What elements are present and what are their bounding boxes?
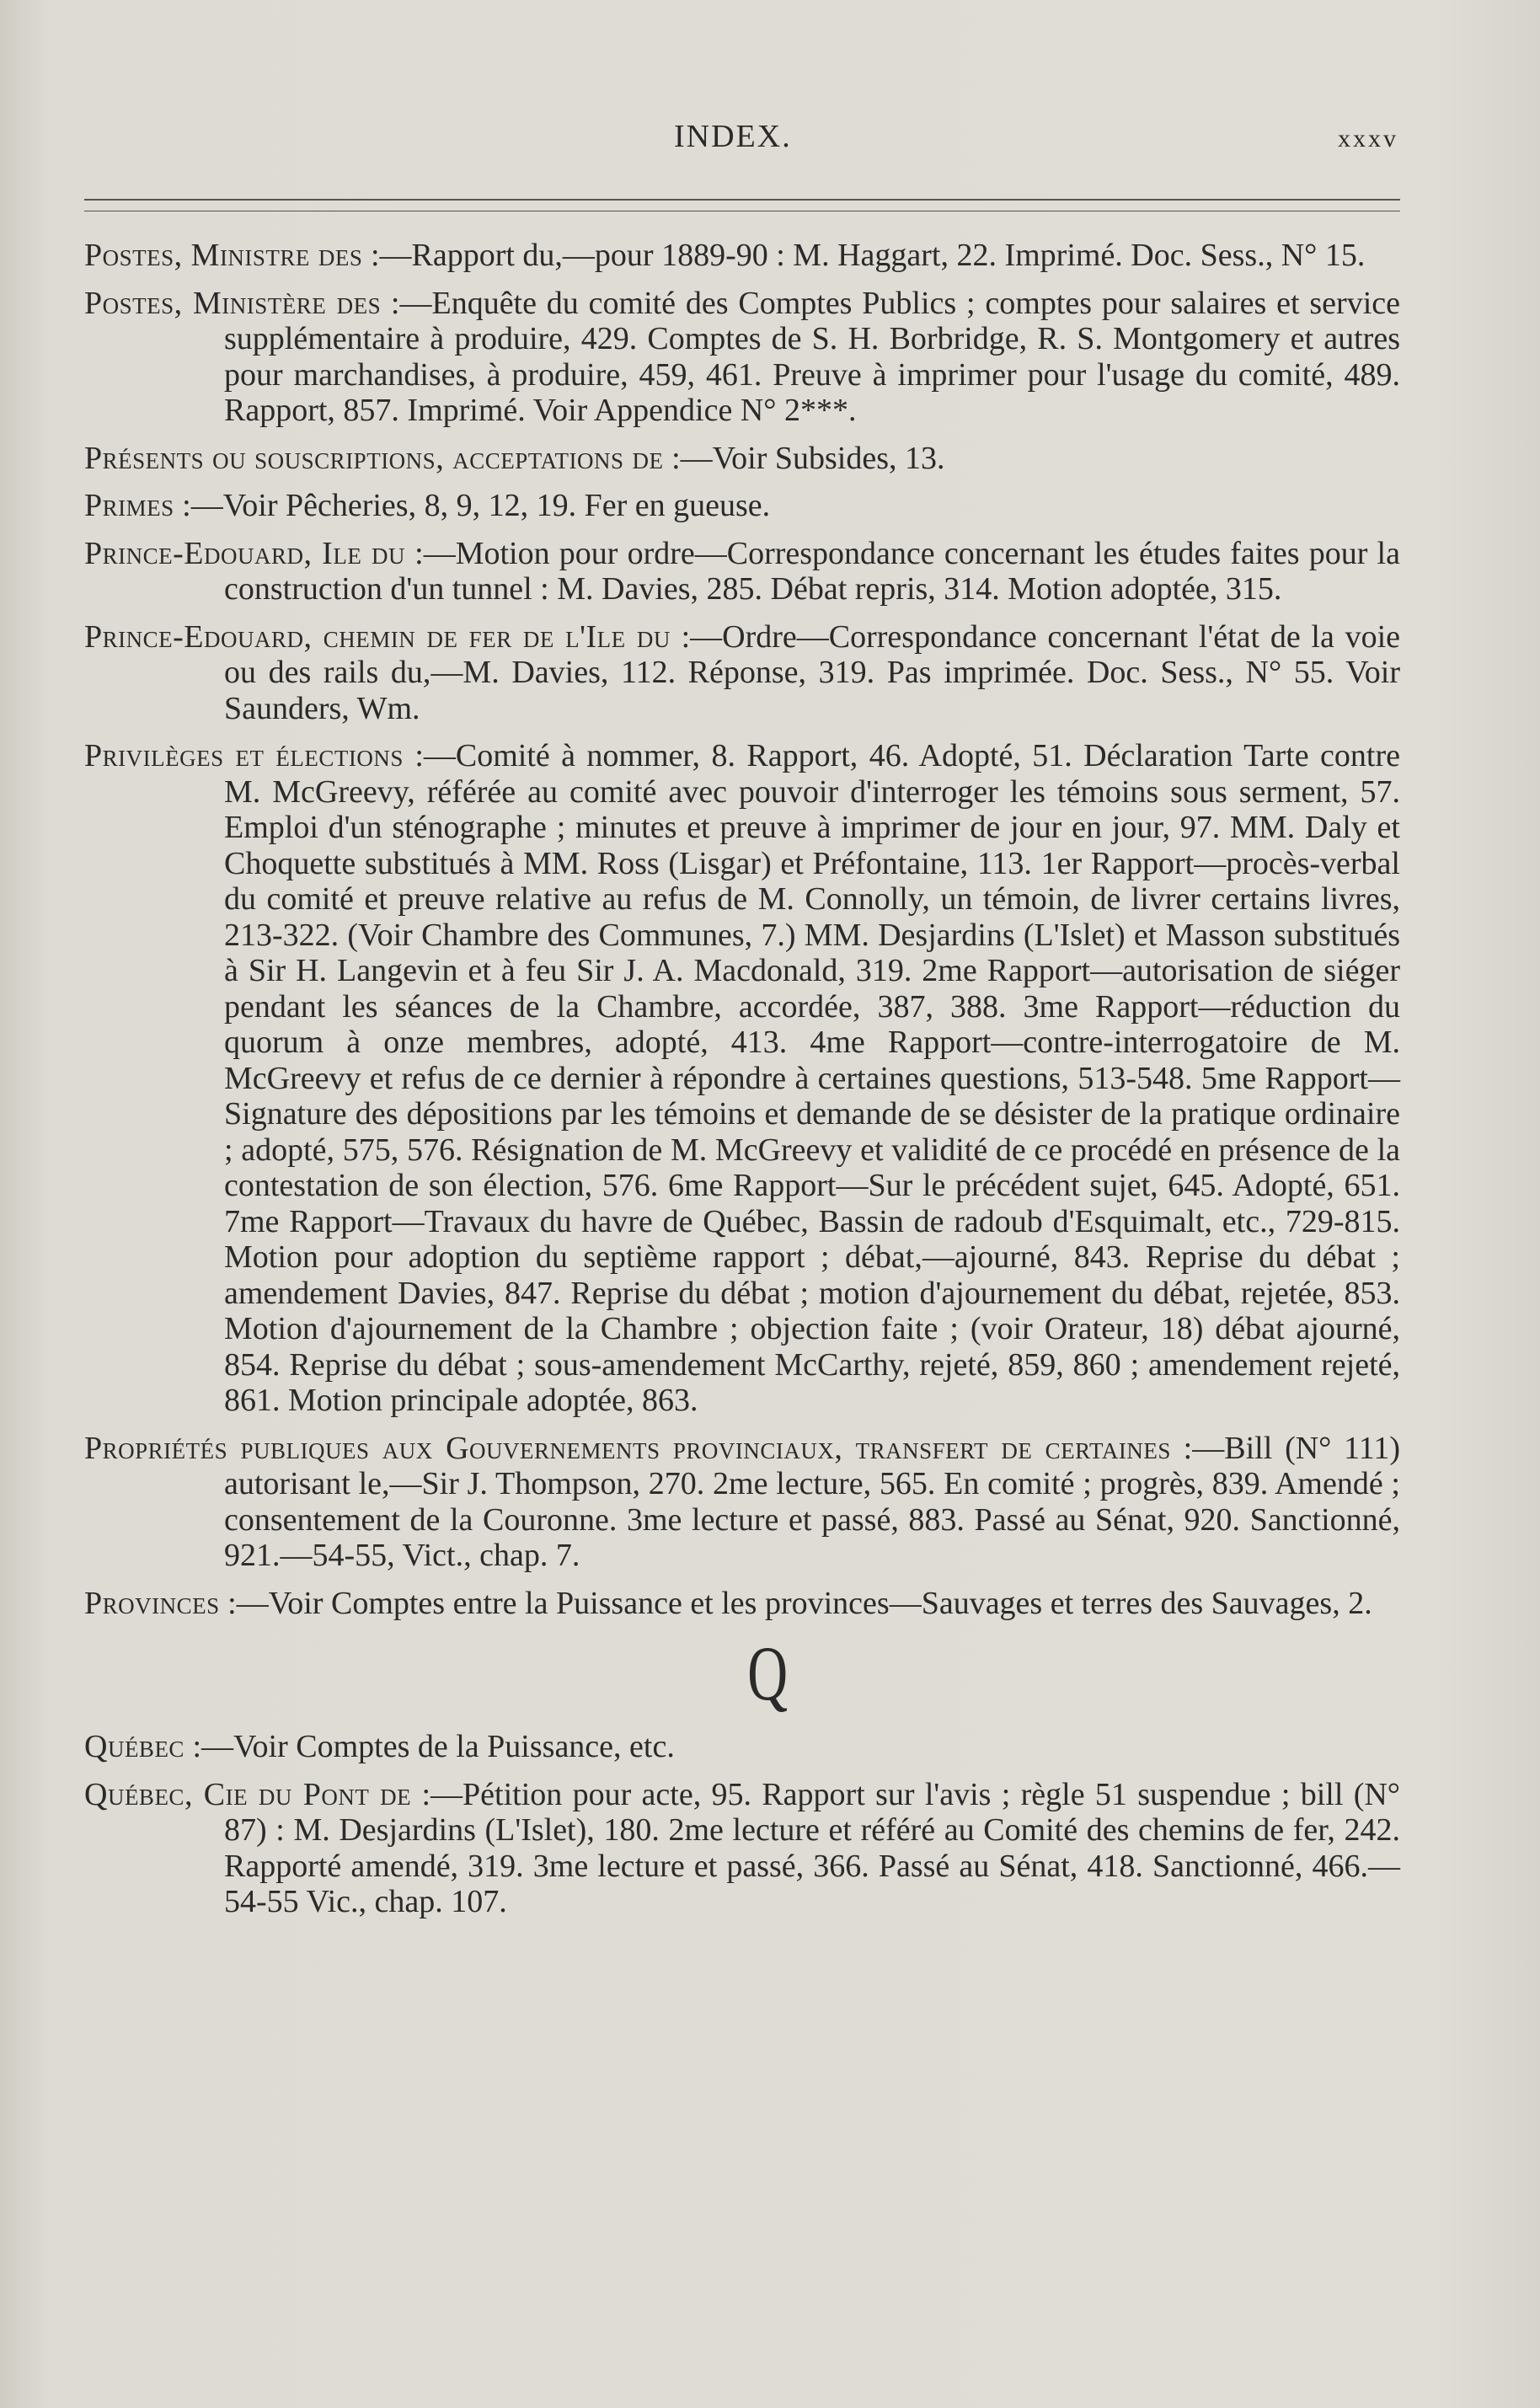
index-entry [84, 1586, 1400, 1622]
index-entry [84, 1729, 1400, 1765]
entry-text: :—Voir Subsides, 13. [663, 440, 945, 476]
entry-text: :—Rapport du,—pour 1889-90 : M. Haggart, 22. Imprimé. Doc. Sess., N° 15. [362, 238, 1366, 273]
page-number: xxxv [1338, 125, 1398, 153]
index-entry [84, 1777, 1400, 1920]
index-entry [84, 441, 1400, 477]
entry-text: :—Enquête du comité des Comptes Publics ; comptes pour salaires et service supplémentaire à produire, 429. Comptes de S. H. Borbridge, R. S. Montgomery et autres pour marchandises, à produire, 459, 461. Preuve à imprimer pour l'usage du comité, 489. Rapport, 857. Imprimé. Voir Appendice N° 2***. [224, 285, 1400, 428]
section-letter [84, 1630, 1400, 1716]
page-header [84, 118, 1398, 160]
index-entry [84, 286, 1400, 429]
entry-heading: Provinces [84, 1585, 220, 1621]
entry-text: :—Motion pour ordre—Correspondance concernant les études faites pour la construction d'un tunnel : M. Davies, 285. Débat repris, 314. Motion adoptée, 315. [224, 535, 1400, 607]
header-rule-top [84, 199, 1400, 201]
entry-heading: Québec, Cie du Pont de [84, 1776, 412, 1812]
entry-text: :—Pétition pour acte, 95. Rapport sur l'avis ; règle 51 suspendue ; bill (N° 87) : M. Desjardins (L'Islet), 180. 2me lecture et référé au Comité des chemins de fer, 242. Rapporté amendé, 319. 3me lecture et passé, 366. Passé au Sénat, 418. Sanctionné, 466.—54-55 Vic., chap. 107. [224, 1776, 1400, 1919]
index-entry [84, 738, 1400, 1419]
entry-heading: Privilèges et élections [84, 738, 404, 773]
entry-text: :—Bill (N° 111) autorisant le,—Sir J. Thompson, 270. 2me lecture, 565. En comité ; progrès, 839. Amendé ; consentement de la Couronne. 3me lecture et passé, 883. Passé au Sénat, 920. Sanctionné, 921.—54-55, Vict., chap. 7. [224, 1430, 1401, 1573]
entry-heading: Prince-Edouard, chemin de fer de l'Ile du [84, 618, 671, 655]
entry-heading: Propriétés publiques aux Gouvernements provinciaux, transfert de certaines [84, 1430, 1171, 1466]
entry-text: :—Ordre—Correspondance concernant l'état de la voie ou des rails du,—M. Davies, 112. Réponse, 319. Pas imprimée. Doc. Sess., N° 55. Voir Saunders, Wm. [224, 618, 1400, 726]
entry-heading: Postes, Ministère des [84, 285, 382, 321]
section-letter-glyph: Q [747, 1630, 788, 1716]
index-entry [84, 536, 1400, 607]
entry-heading: Présents ou souscriptions, acceptations de [84, 440, 664, 476]
entry-text: :—Voir Comptes de la Puissance, etc. [184, 1729, 675, 1764]
entry-heading: Postes, Ministre des [84, 238, 363, 273]
entry-text: :—Voir Comptes entre la Puissance et les provinces—Sauvages et terres des Sauvages, 2. [219, 1585, 1372, 1621]
entry-text: :—Comité à nommer, 8. Rapport, 46. Adopté, 51. Déclaration Tarte contre M. McGreevy, référée au comité avec pouvoir d'interroger les témoins sous serment, 57. Emploi d'un sténographe ; minutes et preuve à imprimer de jour en jour, 97. MM. Daly et Choquette substitués à MM. Ross (Lisgar) et Préfontaine, 113. 1er Rapport—procès-verbal du comité et preuve relative au refus de M. Connolly, un témoin, de livrer certains livres, 213-322. (Voir Chambre des Communes, 7.) MM. Desjardins (L'Islet) et Masson substitués à Sir H. Langevin et à feu Sir J. A. Macdonald, 319. 2me Rapport—autorisation de siéger pendant les séances de la Chambre, accordée, 387, 388. 3me Rapport—réduction du quorum à onze membres, adopté, 413. 4me Rapport—contre-interrogatoire de M. McGreevy et refus de ce dernier à répondre à certaines questions, 513-548. 5me Rapport—Signature des dépositions par les témoins et demande de se désister de la pratique ordinaire ; adopté, 575, 576. Résignation de M. McGreevy et validité de ce procédé en présence de la contestation de son élection, 576. 6me Rapport—Sur le précédent sujet, 645. Adopté, 651. 7me Rapport—Travaux du havre de Québec, Bassin de radoub d'Esquimalt, etc., 729-815. Motion pour adoption du septième rapport ; débat,—ajourné, 843. Reprise du débat ; amendement Davies, 847. Reprise du débat ; motion d'ajournement du débat, rejetée, 853. Motion d'ajournement de la Chambre ; objection faite ; (voir Orateur, 18) débat ajourné, 854. Reprise du débat ; sous-amendement McCarthy, rejeté, 859, 860 ; amendement rejeté, 861. Motion principale adoptée, 863. [224, 738, 1400, 1418]
index-entry [84, 238, 1400, 274]
index-entry [84, 619, 1400, 727]
index-content [84, 238, 1400, 1932]
entry-text: :—Voir Pêcheries, 8, 9, 12, 19. Fer en gueuse. [174, 488, 771, 523]
entry-heading: Québec [84, 1729, 184, 1764]
page-title: INDEX. [674, 119, 792, 154]
index-entry [84, 1431, 1400, 1574]
entry-heading: Prince-Edouard, Ile du [84, 535, 405, 571]
index-entry [84, 488, 1400, 524]
entry-heading: Primes [84, 488, 174, 523]
